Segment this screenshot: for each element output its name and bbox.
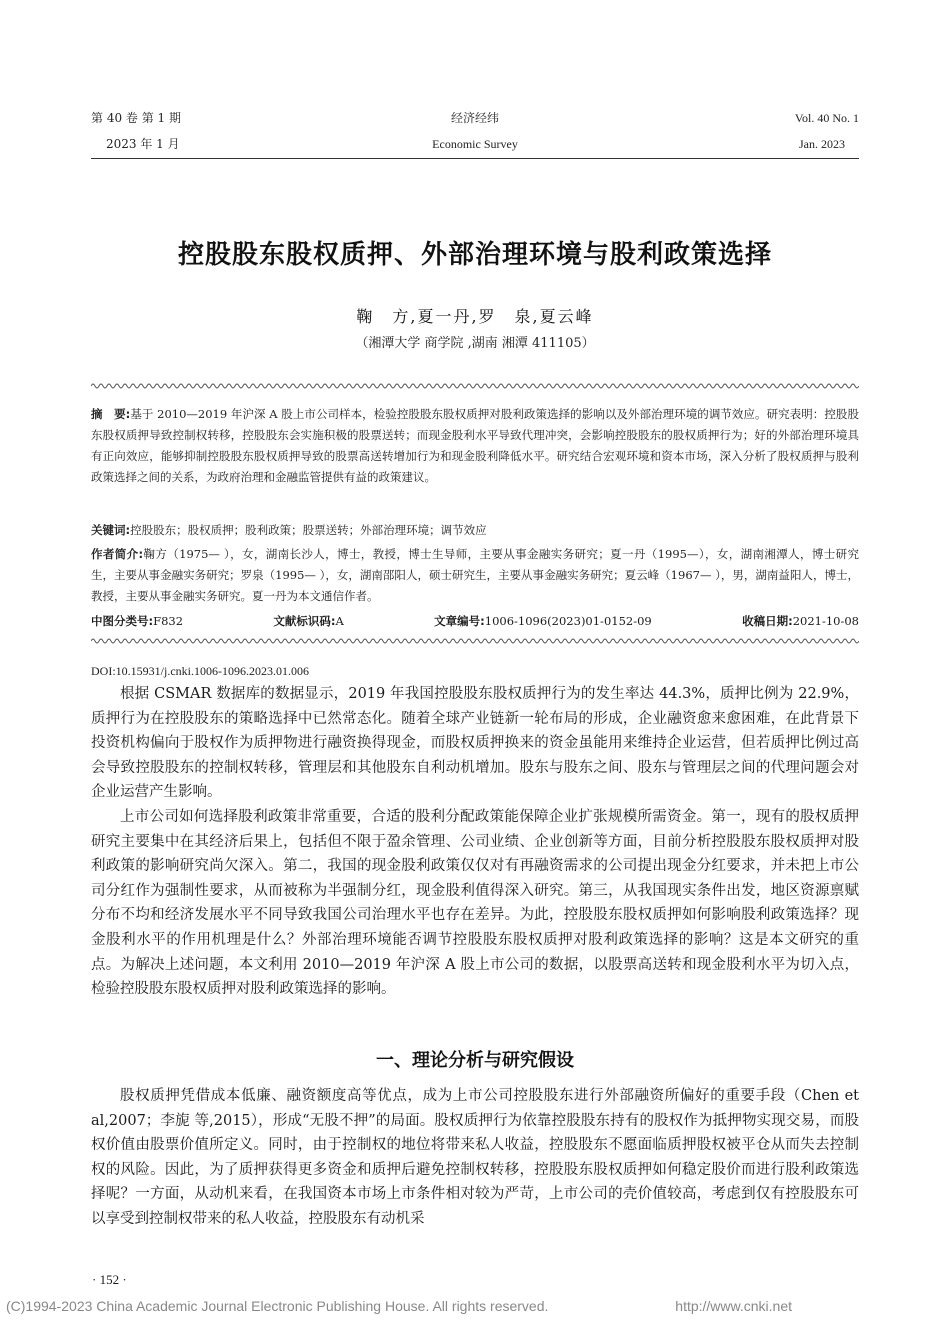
doc-code-value: A xyxy=(335,614,344,628)
doi-link[interactable]: DOI:10.15931/j.cnki.1006-1096.2023.01.006 xyxy=(91,664,309,678)
section-1-body xyxy=(91,1084,859,1232)
wavy-divider-bottom xyxy=(91,637,859,645)
abstract-text: 基于 2010—2019 年沪深 A 股上市公司样本，检验控股股东股权质押对股利政策选择的影响以及外部治理环境的调节效应。研究表明：控股股东股权质押导致控制权转移，控股股东会实施积极的股票送转；而现金股利水平导致代理冲突，会影响控股股东的股权质押行为；好的外部治理环境具有正向效应，能够抑制控股股东股权质押导致的股票高送转增加行为和现金股利降低水平。研究结合宏观环境和资本市场，深入分析了股权质押与股利政策选择之间的关系，为政府治理和金融监管提供有益的政策建议。 xyxy=(91,407,859,484)
paper-affiliation: （湘潭大学 商学院 ,湖南 湘潭 411105） xyxy=(355,336,595,351)
author-bio-section xyxy=(91,544,859,607)
header-journal-cn: 经济经纬 xyxy=(450,111,499,125)
header-volume-cn: 第 40 卷 第 1 期 xyxy=(91,111,181,125)
received-date-value: 2021-10-08 xyxy=(792,614,859,628)
clc-value: F832 xyxy=(153,614,184,628)
abstract-section xyxy=(91,404,859,488)
footer-copyright: (C)1994-2023 China Academic Journal Electronic Publishing House. All rights reserved. xyxy=(6,1298,549,1314)
keywords-section xyxy=(91,520,859,541)
section-heading-1: 一、理论分析与研究假设 xyxy=(376,1050,574,1071)
footer-url[interactable]: http://www.cnki.net xyxy=(675,1298,792,1314)
keywords-text: 控股股东；股权质押；股利政策；股票送转；外部治理环境；调节效应 xyxy=(130,523,487,537)
keywords-label: 关键词: xyxy=(91,523,131,537)
header-date-en: Jan. 2023 xyxy=(799,137,845,151)
header-rule xyxy=(91,158,859,159)
doc-code-label: 文献标识码: xyxy=(273,614,336,628)
author-bio-text: 鞠方（1975— ），女，湖南长沙人，博士，教授，博士生导师，主要从事金融实务研究；夏一丹（1995—），女，湖南湘潭人，博士研究生，主要从事金融实务研究；罗泉（1995— ），女，湖南邵阳人，硕士研究生，主要从事金融实务研究；夏云峰（1967— ），男，湖南益阳人，博士，教授，主要从事金融实务研究。夏一丹为本文通信作者。 xyxy=(91,547,859,603)
section-1-paragraph: 股权质押凭借成本低廉、融资额度高等优点，成为上市公司控股股东进行外部融资所偏好的重要手段（Chen et al,2007；李旎 等,2015），形成“无股不押”的局面。股权质押行为依靠控股股东持有的股权作为抵押物实现交易，而股权价值由股票价值所定义。同时，由于控制权的地位将带来私人收益，控股股东不愿面临质押股权被平仓从而失去控制权的风险。因此，为了质押获得更多资金和质押后避免控制权转移，控股股东股权质押如何稳定股价而进行股利政策选择呢？一方面，从动机来看，在我国资本市场上市条件相对较为严苛，上市公司的壳价值较高，考虑到仅有控股股东可以享受到控制权带来的私人收益，控股股东有动机采 xyxy=(91,1088,859,1227)
clc-label: 中图分类号: xyxy=(91,614,154,628)
article-number-label: 文章编号: xyxy=(434,614,485,628)
intro-body xyxy=(91,682,859,1002)
author-bio-label: 作者简介: xyxy=(91,547,144,561)
intro-paragraph-2: 上市公司如何选择股利政策非常重要，合适的股利分配政策能保障企业扩张规模所需资金。第一，现有的股权质押研究主要集中在其经济后果上，包括但不限于盈余管理、公司业绩、企业创新等方面，目前分析控股股东股权质押对股利政策的影响研究尚欠深入。第二，我国的现金股利政策仅仅对有再融资需求的公司提出现金分红要求，并未把上市公司分红作为强制性要求，从而被称为半强制分红，现金股利值得深入研究。第三，从我国现实条件出发，地区资源禀赋分布不均和经济发展水平不同导致我国公司治理水平也存在差异。为此，控股股东股权质押如何影响股利政策选择？现金股利水平的作用机理是什么？外部治理环境能否调节控股股东股权质押对股利政策选择的影响？这是本文研究的重点。为解决上述问题，本文利用 2010—2019 年沪深 A 股上市公司的数据，以股票高送转和现金股利水平为切入点，检验控股股东股权质押对股利政策选择的影响。 xyxy=(91,808,859,998)
received-date-label: 收稿日期: xyxy=(742,614,793,628)
classification-row xyxy=(91,612,859,630)
wavy-divider-top xyxy=(91,382,859,390)
article-number-value: 1006-1096(2023)01-0152-09 xyxy=(484,614,652,628)
header-volume-en: Vol. 40 No. 1 xyxy=(794,111,859,125)
paper-title: 控股股东股权质押、外部治理环境与股利政策选择 xyxy=(177,240,772,270)
page-number: · 152 · xyxy=(92,1272,127,1287)
footer xyxy=(0,1298,950,1318)
intro-paragraph-1: 根据 CSMAR 数据库的数据显示，2019 年我国控股股东股权质押行为的发生率达 44.3%，质押比例为 22.9%，质押行为在控股股东的策略选择中已然常态化。随着全球产业链新一轮布局的形成，企业融资愈来愈困难，在此背景下投资机构偏向于股权作为质押物进行融资换得现金，而股权质押换来的资金虽能用来维持企业运营，但若质押比例过高会导致控股股东的控制权转移，管理层和其他股东自利动机增加。股东与股东之间、股东与管理层之间的代理问题会对企业运营产生影响。 xyxy=(91,686,859,801)
header-date-cn: 2023 年 1 月 xyxy=(106,137,180,151)
abstract-label: 摘 要: xyxy=(91,407,131,421)
paper-authors: 鞠 方,夏一丹,罗 泉,夏云峰 xyxy=(356,307,594,326)
header-journal-en: Economic Survey xyxy=(432,137,518,151)
